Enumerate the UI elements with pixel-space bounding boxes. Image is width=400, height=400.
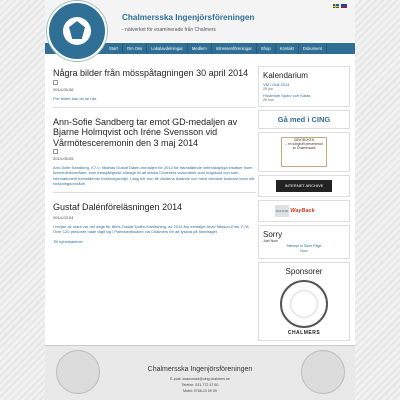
kalendarium-title: Kalendarium <box>263 71 308 80</box>
broken-image-icon <box>53 149 58 154</box>
calendar-event-date: 25 jun <box>263 87 273 91</box>
join-cing-banner[interactable] <box>258 110 350 129</box>
songbook-banner[interactable] <box>258 132 350 172</box>
wayback-logo <box>275 205 333 217</box>
footer-email[interactable]: E-post: avancerad@cing.chalmers.se <box>170 377 230 381</box>
sorry-status: Just Now <box>263 239 278 243</box>
post-excerpt: I början av mars var det dags för årets Gustaf Dalén-föreläsning, av 2013 års medaljör Arvid Nilsson-Ehle, F7A. Över 120 personer hade tagit sig i Palmstedtssalen vid Chalmers för att lyssna på föredraget <box>53 223 250 234</box>
internet-archive-logo: INTERNET ARCHIVE <box>276 180 332 192</box>
footer-title: Chalmersska Ingenjörsföreningen <box>147 366 253 373</box>
post-date: 2014-05-06 <box>53 86 74 92</box>
post-3 <box>53 202 256 244</box>
divider <box>53 192 256 193</box>
nav-item-om-oss[interactable]: Om Oss <box>123 43 147 54</box>
site-subtitle: - nätverket för examinerade från Chalmers <box>122 27 216 33</box>
chalmers-wordmark[interactable]: CHALMERS <box>287 330 321 336</box>
se-flag-icon[interactable] <box>333 4 339 8</box>
footer-logo-left-icon <box>56 350 100 394</box>
news-archive-link[interactable]: Till nyhetsarkivet <box>53 238 83 244</box>
footer-logo-right-icon <box>301 350 345 394</box>
nav-item-shop[interactable]: Shop <box>257 43 276 54</box>
save-page-link[interactable]: Attempt to Save Page <box>286 244 322 248</box>
post-1 <box>53 68 256 101</box>
sponsor-box <box>258 262 350 341</box>
join-cing-label: Gå med i CING <box>277 115 331 124</box>
site-title[interactable]: Chalmersska Ingenjörsföreningen <box>122 13 255 22</box>
en-flag-icon[interactable] <box>341 4 347 8</box>
language-flags <box>333 4 347 8</box>
nav-item-intressenforeningar[interactable]: Intressenföreningar <box>212 43 257 54</box>
wayback-machine-logo: WayBack <box>289 205 314 217</box>
songbook-line: – en sånghäft presenterad <box>285 142 323 146</box>
songbook-image <box>281 137 327 167</box>
main-content <box>53 68 256 244</box>
cing-logo[interactable] <box>47 1 107 61</box>
sidebar <box>258 66 350 341</box>
post-date: 2014-03-04 <box>53 214 74 220</box>
post-title[interactable]: Några bilder från mösspåtagningen 30 april 2014 <box>53 68 249 78</box>
nav-item-medlem[interactable]: Medlem <box>188 43 212 54</box>
post-title[interactable]: Ann-Sofie Sandberg tar emot GD-medaljen av Bjarne Holmqvist och Iréne Svensson vid Vårmötesceremonin den 3 maj 2014 <box>53 116 238 148</box>
donate-button[interactable]: DONATE <box>275 205 289 217</box>
post-2 <box>53 117 256 186</box>
nav-item-kontakt[interactable]: Kontakt <box>276 43 299 54</box>
songbook-line: av Chalmersska <box>292 146 316 150</box>
kalendarium-box <box>258 66 350 107</box>
broken-image-icon <box>53 80 58 85</box>
sorry-box <box>258 225 350 259</box>
calendar-event-link[interactable]: Höstmöte Sparv och Kalas <box>263 93 311 98</box>
post-title[interactable]: Gustaf Dalénföreläsningen 2014 <box>53 202 183 213</box>
calendar-event-date: 26 nov <box>263 98 274 102</box>
wayback-banner[interactable] <box>258 200 350 222</box>
save-page-now-link[interactable]: Now <box>300 249 308 253</box>
sorry-title: Sorry <box>263 230 283 239</box>
footer-phone: Telefon: 031-772 47 60 <box>181 383 219 387</box>
sponsor-title: Sponsorer <box>285 267 323 276</box>
songbook-title: SÅNGBOKEN <box>293 138 315 142</box>
post-date: 2014-05-05 <box>53 156 74 162</box>
post-excerpt: Ann-Sofie Sandberg, K7.0, tilldelas Gustaf Dalén-medaljen för 2014 för framstående vetenskapliga insatser inom livsmedelsområdet, som framgångsrikt bidragit till att stärka Chalmers varumärke som högskola och som internationellt framstående forskningsmiljö. I dag hör hon till världens ledande och mest citerade forskare inom sitt forskningsområde. <box>53 165 255 186</box>
nav-item-lokalavdelningar[interactable]: Lokalavdelningar <box>147 43 188 54</box>
main-nav <box>105 43 355 54</box>
divider <box>53 107 256 108</box>
nav-item-start[interactable]: Start <box>105 43 123 54</box>
chalmers-seal-icon[interactable] <box>280 280 328 328</box>
post-excerpt-link[interactable]: Fler bilder kan du se här. <box>53 95 98 101</box>
internet-archive-banner[interactable] <box>258 175 350 197</box>
calendar-event-link[interactable]: VM i Golf 2014 <box>263 82 290 87</box>
footer-mobile: Mobil: 0766-10 09 09 <box>183 389 217 393</box>
nav-item-dokument[interactable]: Dokument <box>299 43 327 54</box>
